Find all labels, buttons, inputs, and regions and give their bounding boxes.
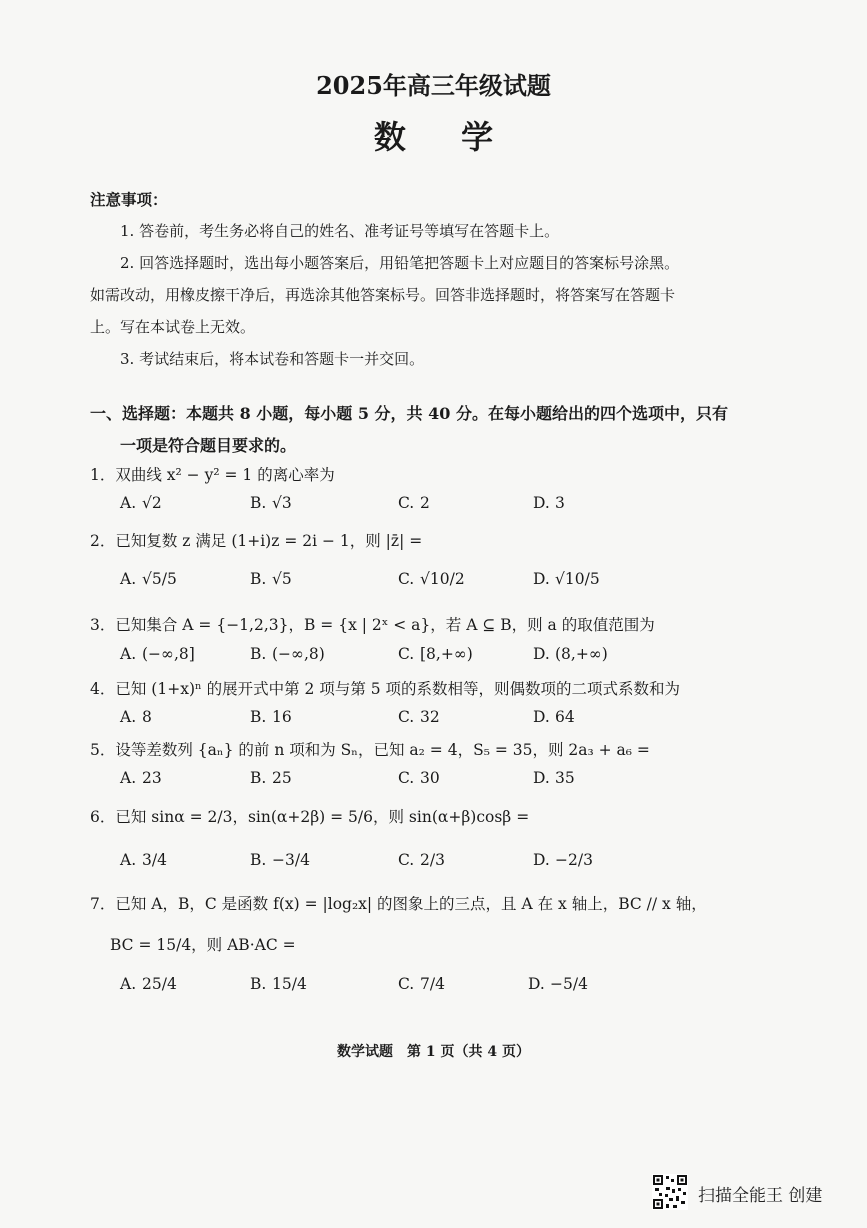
- question-text: 已知集合 A = {−1,2,3}，B = {x | 2ˣ < a}，若 A ⊆ B，则 a 的取值范围为: [115, 616, 655, 634]
- option-a: [120, 851, 167, 869]
- option-a: [120, 769, 162, 787]
- option-label: D.: [533, 769, 550, 787]
- option-value: 64: [555, 708, 575, 726]
- notes-heading: 注意事项：: [90, 190, 168, 209]
- option-c: [398, 769, 440, 787]
- option-value: 30: [420, 769, 440, 787]
- option-a: [120, 975, 177, 993]
- option-value: √3: [272, 494, 292, 512]
- subject-title: 数 学: [373, 118, 516, 156]
- option-value: 7/4: [420, 975, 445, 993]
- option-value: 15/4: [272, 975, 307, 993]
- option-value: (8,+∞): [555, 645, 608, 663]
- note-line-3: 如需改动，用橡皮擦干净后，再选涂其他答案标号。回答非选择题时，将答案写在答题卡: [90, 286, 676, 304]
- option-a: [120, 708, 152, 726]
- option-label: A.: [120, 708, 137, 726]
- option-d: [533, 570, 600, 588]
- option-d: [533, 645, 608, 663]
- option-label: B.: [250, 851, 267, 869]
- option-b: [250, 708, 292, 726]
- option-value: 2: [420, 494, 430, 512]
- question-number: 3．: [90, 616, 116, 634]
- option-b: [250, 975, 307, 993]
- option-label: B.: [250, 769, 267, 787]
- option-value: −3/4: [272, 851, 310, 869]
- option-label: C.: [398, 851, 415, 869]
- option-label: C.: [398, 708, 415, 726]
- option-d: [533, 769, 575, 787]
- note-line-4: 上。写在本试卷上无效。: [90, 318, 256, 336]
- option-value: −2/3: [555, 851, 593, 869]
- option-b: [250, 570, 292, 588]
- option-value: 16: [272, 708, 292, 726]
- option-c: [398, 570, 465, 588]
- qr-code-icon: [652, 1174, 688, 1210]
- question-text: 已知复数 z 满足 (1+i)z = 2i − 1，则 |z̄| =: [115, 532, 423, 550]
- option-value: √2: [142, 494, 162, 512]
- note-line-1: 1. 答卷前，考生务必将自己的姓名、准考证号等填写在答题卡上。: [120, 222, 560, 240]
- option-value: √10/5: [555, 570, 600, 588]
- option-label: A.: [120, 851, 137, 869]
- option-label: C.: [398, 494, 415, 512]
- option-c: [398, 975, 445, 993]
- question-text: 已知 (1+x)ⁿ 的展开式中第 2 项与第 5 项的系数相等，则偶数项的二项式系数和为: [115, 680, 681, 698]
- option-a: [120, 494, 162, 512]
- page-footer: 数学试题 第 1 页（共 4 页）: [337, 1044, 530, 1060]
- exam-title: 2025年高三年级试题: [316, 71, 551, 100]
- question-text: 已知 sinα = 2/3，sin(α+2β) = 5/6，则 sin(α+β)cosβ =: [115, 808, 530, 826]
- option-value: −5/4: [550, 975, 588, 993]
- option-c: [398, 494, 430, 512]
- question-7-cont: BC = 15/4，则 AB·AC =: [110, 936, 296, 954]
- option-b: [250, 851, 310, 869]
- question-3: [90, 613, 655, 635]
- option-value: [8,+∞): [420, 645, 473, 663]
- question-2: [90, 529, 422, 551]
- option-label: D.: [533, 494, 550, 512]
- option-d: [533, 494, 565, 512]
- option-value: √10/2: [420, 570, 465, 588]
- question-number: 2．: [90, 532, 116, 550]
- option-label: B.: [250, 645, 267, 663]
- option-d: [533, 851, 593, 869]
- option-label: D.: [533, 570, 550, 588]
- option-c: [398, 851, 445, 869]
- option-value: √5: [272, 570, 292, 588]
- question-1: [90, 463, 335, 485]
- option-label: A.: [120, 975, 137, 993]
- section-heading-cont: 一项是符合题目要求的。: [120, 436, 297, 455]
- note-line-5: 3. 考试结束后，将本试卷和答题卡一并交回。: [120, 350, 425, 368]
- option-label: D.: [528, 975, 545, 993]
- scanner-watermark: 扫描全能王 创建: [698, 1186, 823, 1206]
- option-value: (−∞,8): [272, 645, 325, 663]
- question-number: 5．: [90, 741, 116, 759]
- question-text: 双曲线 x² − y² = 1 的离心率为: [115, 466, 335, 484]
- option-label: C.: [398, 769, 415, 787]
- option-value: 32: [420, 708, 440, 726]
- option-label: C.: [398, 570, 415, 588]
- option-c: [398, 708, 440, 726]
- question-4: [90, 677, 680, 699]
- option-value: 25/4: [142, 975, 177, 993]
- option-label: A.: [120, 769, 137, 787]
- option-value: 35: [555, 769, 575, 787]
- option-label: B.: [250, 570, 267, 588]
- option-a: [120, 570, 177, 588]
- option-d: [528, 975, 588, 993]
- option-label: B.: [250, 494, 267, 512]
- option-b: [250, 645, 325, 663]
- question-7: [90, 892, 707, 914]
- option-label: C.: [398, 975, 415, 993]
- option-value: 3/4: [142, 851, 167, 869]
- question-number: 4．: [90, 680, 116, 698]
- option-value: 23: [142, 769, 162, 787]
- option-d: [533, 708, 575, 726]
- option-b: [250, 769, 292, 787]
- section-heading: 一、选择题：本题共 8 小题，每小题 5 分，共 40 分。在每小题给出的四个选项中，只有: [90, 404, 728, 423]
- option-label: B.: [250, 975, 267, 993]
- question-number: 7．: [90, 895, 116, 913]
- option-label: A.: [120, 494, 137, 512]
- option-value: 3: [555, 494, 565, 512]
- question-5: [90, 738, 650, 760]
- option-label: D.: [533, 851, 550, 869]
- question-6: [90, 805, 529, 827]
- option-label: B.: [250, 708, 267, 726]
- question-text: 已知 A，B，C 是函数 f(x) = |log₂x| 的图象上的三点，且 A 在 x 轴上，BC // x 轴，: [115, 895, 707, 913]
- question-number: 6．: [90, 808, 116, 826]
- option-c: [398, 645, 473, 663]
- question-text: 设等差数列 {aₙ} 的前 n 项和为 Sₙ，已知 a₂ = 4，S₅ = 35，则 2a₃ + a₆ =: [115, 741, 650, 759]
- question-number: 1．: [90, 466, 116, 484]
- option-a: [120, 645, 195, 663]
- option-label: A.: [120, 645, 137, 663]
- option-value: 8: [142, 708, 152, 726]
- option-value: √5/5: [142, 570, 177, 588]
- option-label: D.: [533, 645, 550, 663]
- option-b: [250, 494, 292, 512]
- option-value: 2/3: [420, 851, 445, 869]
- option-label: D.: [533, 708, 550, 726]
- option-label: C.: [398, 645, 415, 663]
- note-line-2: 2. 回答选择题时，选出每小题答案后，用铅笔把答题卡上对应题目的答案标号涂黑。: [120, 254, 680, 272]
- option-value: 25: [272, 769, 292, 787]
- option-value: (−∞,8]: [142, 645, 195, 663]
- option-label: A.: [120, 570, 137, 588]
